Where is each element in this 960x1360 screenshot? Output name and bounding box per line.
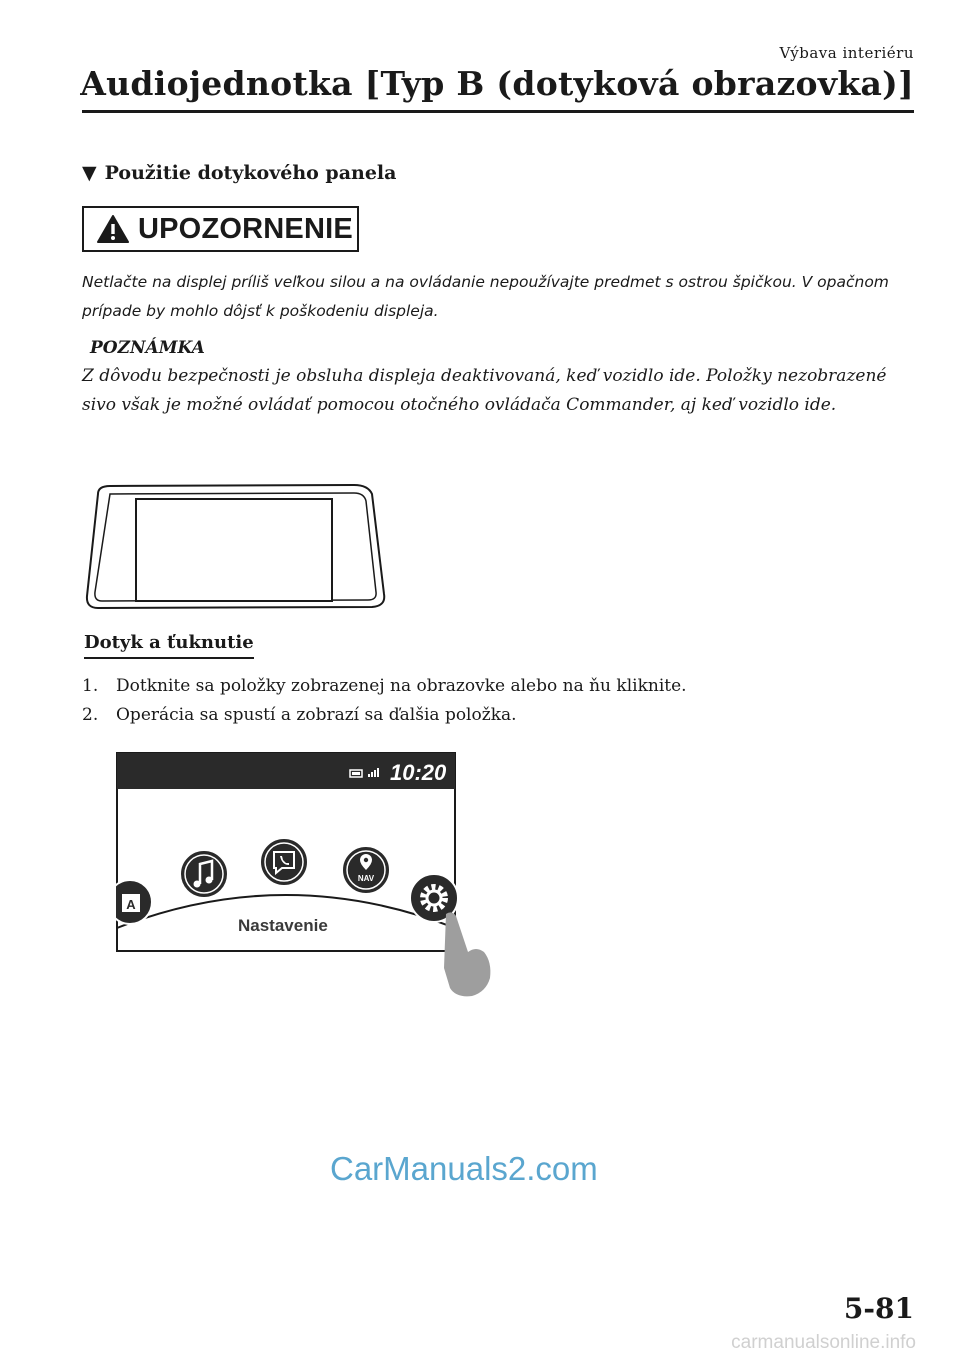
music-icon[interactable] (180, 850, 228, 898)
footer-link[interactable]: carmanualsonline.info (731, 1332, 916, 1353)
screen-illustration (116, 752, 496, 998)
watermark: CarManuals2.com (330, 1150, 598, 1187)
step-text: Dotknite sa položky zobrazenej na obrazovke alebo na ňu kliknite. (116, 676, 687, 696)
note-label: POZNÁMKA (90, 338, 205, 358)
screen-clock: 10:20 (390, 760, 447, 785)
list-item (82, 672, 902, 701)
steps-list (82, 672, 902, 730)
header-rule (82, 110, 914, 113)
hand-pointer-icon (444, 912, 490, 996)
communication-icon[interactable] (260, 838, 308, 886)
warning-label: UPOZORNENIE (138, 212, 353, 245)
step-number: 2. (82, 705, 99, 725)
screen-caption: Nastavenie (238, 916, 328, 935)
section-heading (82, 162, 396, 184)
svg-text:NAV: NAV (357, 874, 375, 883)
triangle-down-icon: ▼ (82, 162, 97, 184)
step-number: 1. (82, 676, 99, 696)
apps-icon[interactable] (116, 880, 152, 924)
page-number: 5-81 (843, 1292, 914, 1325)
section-heading-text: Použitie dotykového panela (104, 162, 397, 184)
display-illustration (84, 482, 390, 614)
warning-box (82, 206, 359, 252)
svg-text:A: A (126, 897, 136, 912)
warning-icon (96, 214, 130, 244)
chapter-title: Audiojednotka [Typ B (dotyková obrazovka)] (80, 64, 914, 103)
warning-text: Netlačte na displej príliš veľkou silou a na ovládanie nepoužívajte predmet s ostrou špičkou. V opačnom prípade by mohlo dôjsť k poškodeniu displeja. (82, 273, 889, 320)
list-item (82, 701, 902, 730)
step-text: Operácia sa spustí a zobrazí sa ďalšia položka. (116, 705, 517, 725)
note-text: Z dôvodu bezpečnosti je obsluha displeja deaktivovaná, keď vozidlo ide. Položky nezobrazené sivo však je možné ovládať pomocou otočného ovládača Commander, aj keď vozidlo ide. (82, 366, 887, 415)
navigation-icon[interactable] (342, 846, 390, 894)
subheading: Dotyk a ťuknutie (84, 632, 254, 659)
section-kicker: Výbava interiéru (779, 44, 914, 62)
